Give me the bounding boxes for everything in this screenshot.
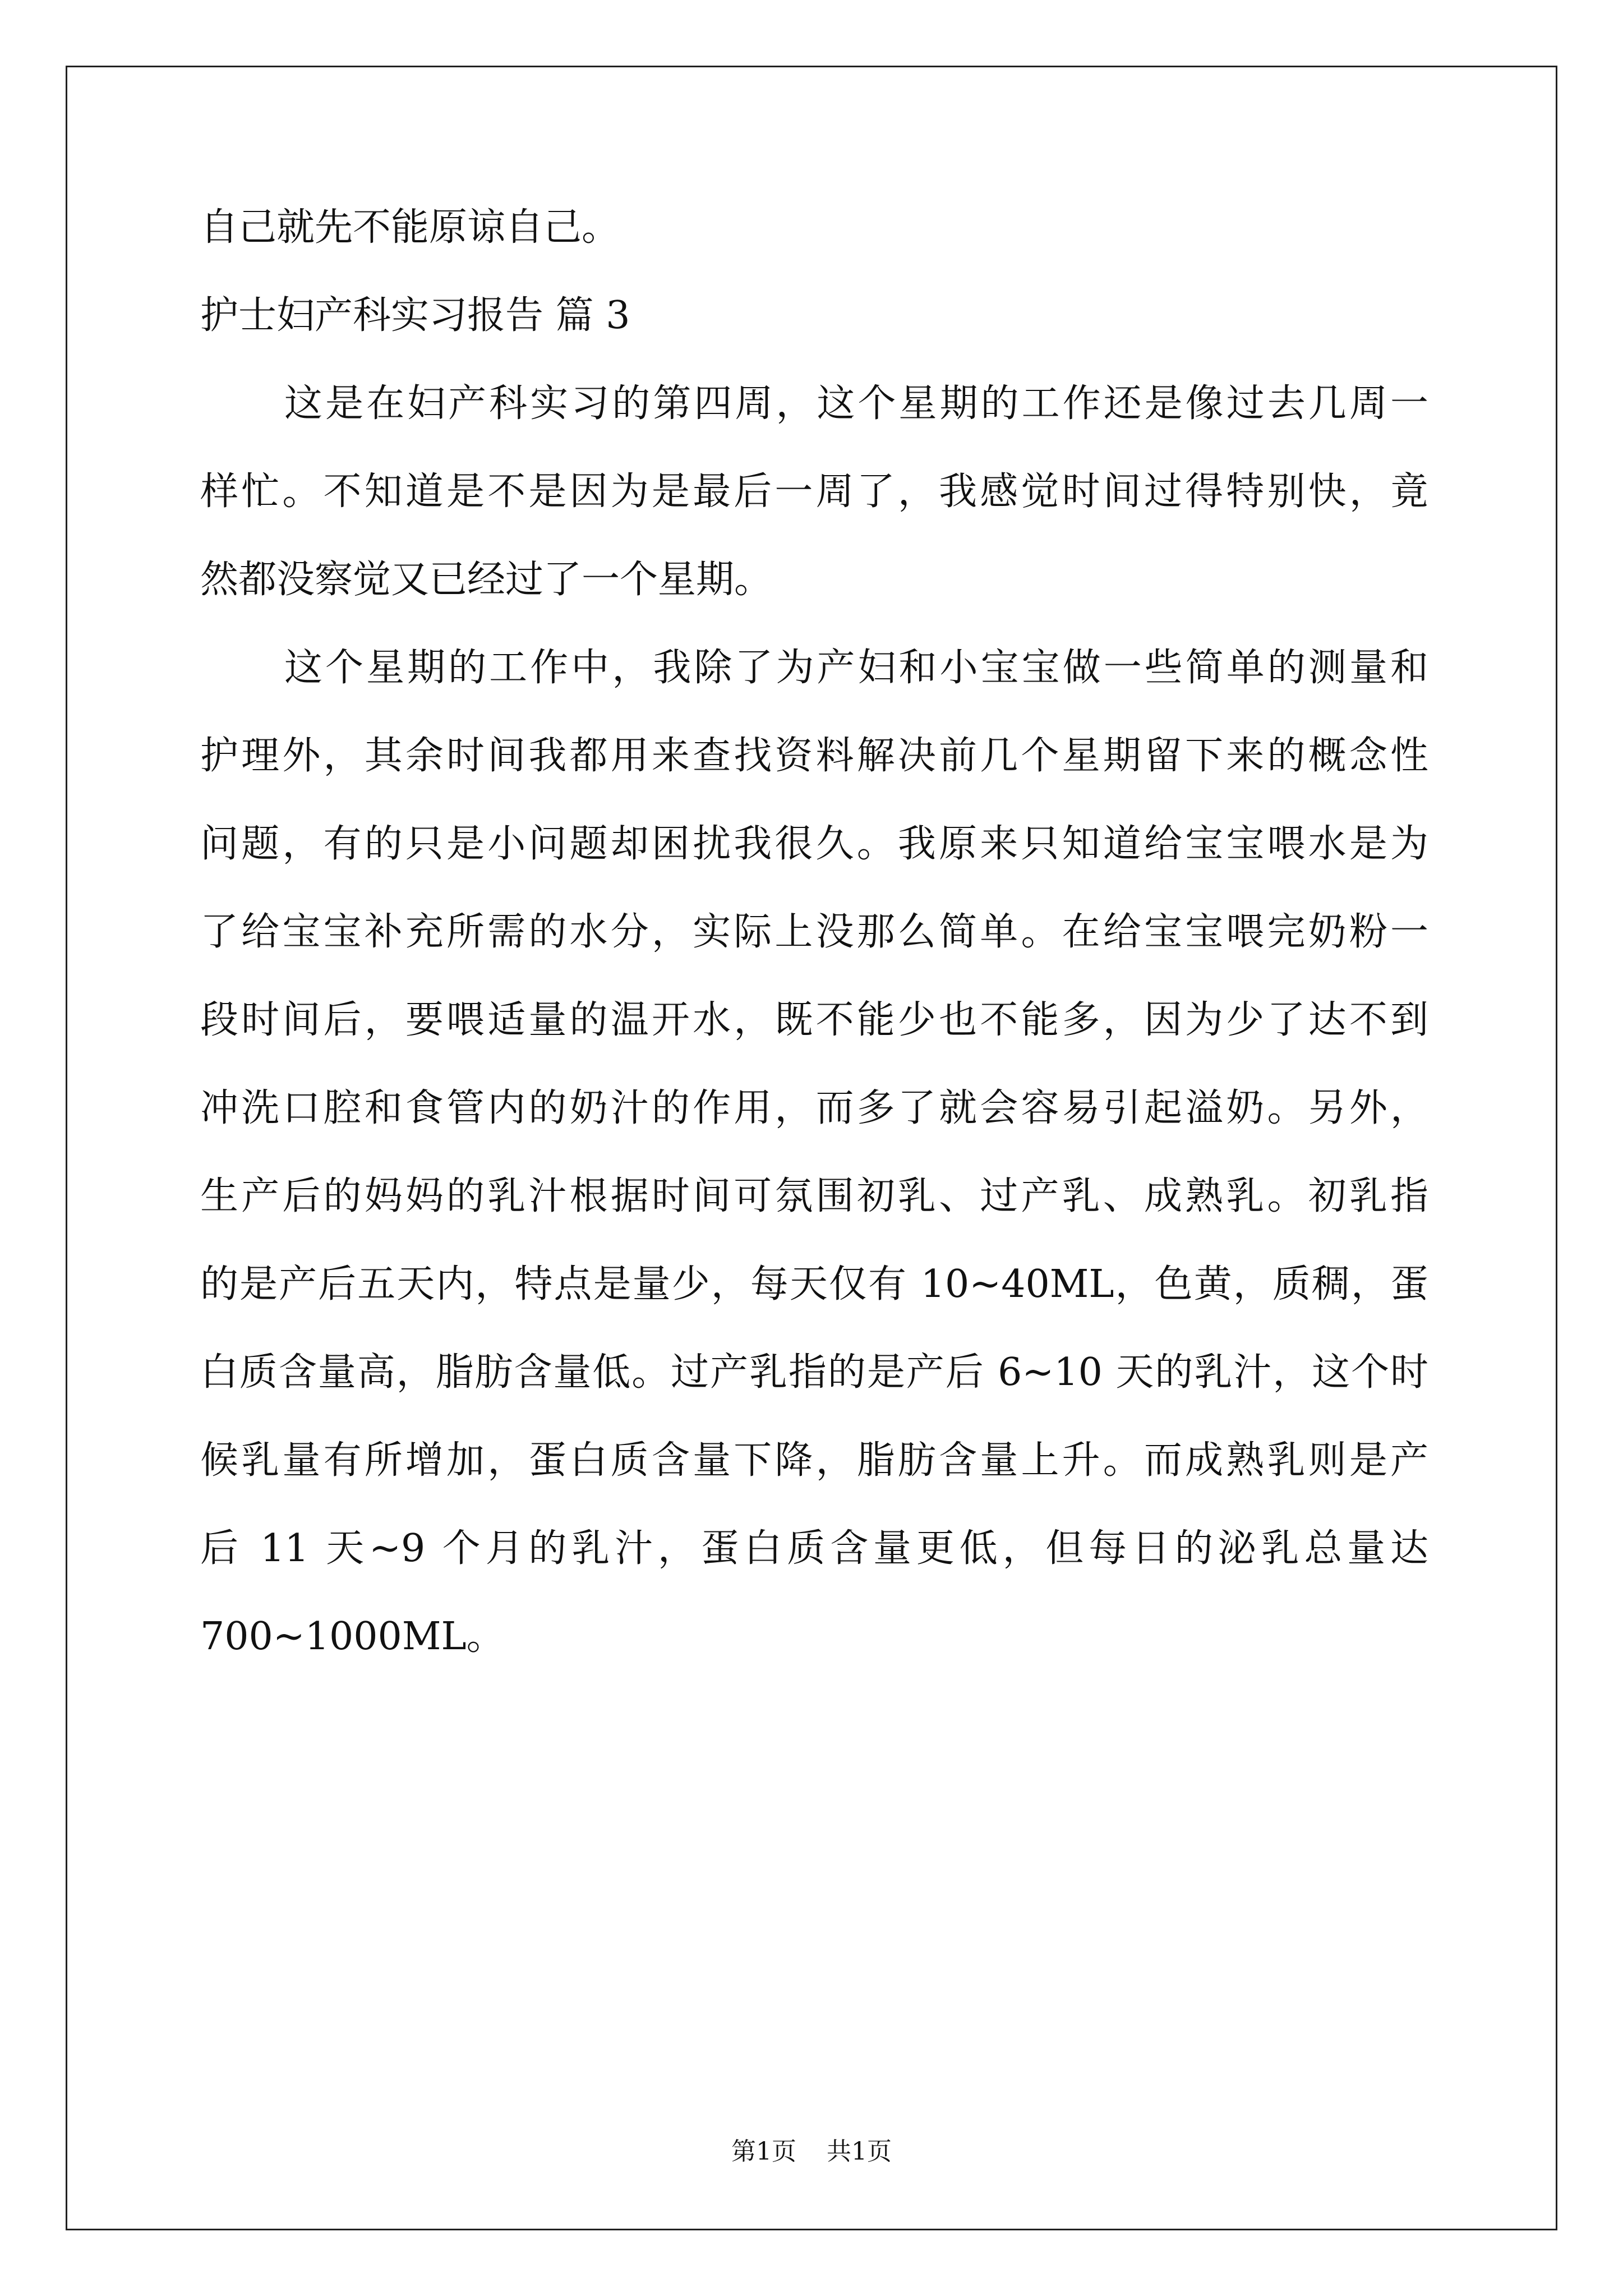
paragraph-line: 段时间后，要喂适量的温开水，既不能少也不能多，因为少了达不到 [200, 998, 1428, 1042]
paragraph-line: 这是在妇产科实习的第四周，这个星期的工作还是像过去几周一 [284, 381, 1428, 426]
paragraph-line: 700~1000ML。 [200, 1614, 505, 1659]
paragraph-line: 了给宝宝补充所需的水分，实际上没那么简单。在给宝宝喂完奶粉一 [200, 910, 1428, 954]
page-footer [0, 2137, 1623, 2167]
paragraph-line: 冲洗口腔和食管内的奶汁的作用，而多了就会容易引起溢奶。另外， [200, 1086, 1428, 1130]
paragraph-line: 白质含量高，脂肪含量低。过产乳指的是产后 6~10 天的乳汁，这个时 [200, 1350, 1428, 1395]
paragraph-line: 然都没察觉又已经过了一个星期。 [200, 558, 773, 602]
page-number: 第1页 [731, 2137, 796, 2166]
paragraph-line: 这个星期的工作中，我除了为产妇和小宝宝做一些简单的测量和 [284, 646, 1428, 690]
paragraph-line: 候乳量有所增加，蛋白质含量下降，脂肪含量上升。而成熟乳则是产 [200, 1438, 1428, 1483]
paragraph-line: 生产后的妈妈的乳汁根据时间可氛围初乳、过产乳、成熟乳。初乳指 [200, 1174, 1428, 1218]
document-body [200, 205, 1428, 1659]
paragraph-line: 护理外，其余时间我都用来查找资料解决前几个星期留下来的概念性 [200, 734, 1428, 778]
paragraph-line: 问题，有的只是小问题却困扰我很久。我原来只知道给宝宝喂水是为 [200, 822, 1428, 866]
paragraph-line: 样忙。不知道是不是因为是最后一周了，我感觉时间过得特别快，竟 [200, 470, 1428, 514]
section-heading: 护士妇产科实习报告 篇 3 [200, 293, 630, 338]
paragraph-line: 后 11 天~9 个月的乳汁，蛋白质含量更低，但每日的泌乳总量达 [200, 1526, 1428, 1571]
page-total: 共1页 [827, 2137, 892, 2166]
paragraph-line: 自己就先不能原谅自己。 [200, 205, 620, 250]
paragraph-line: 的是产后五天内，特点是量少，每天仅有 10~40ML，色黄，质稠，蛋 [200, 1262, 1428, 1306]
